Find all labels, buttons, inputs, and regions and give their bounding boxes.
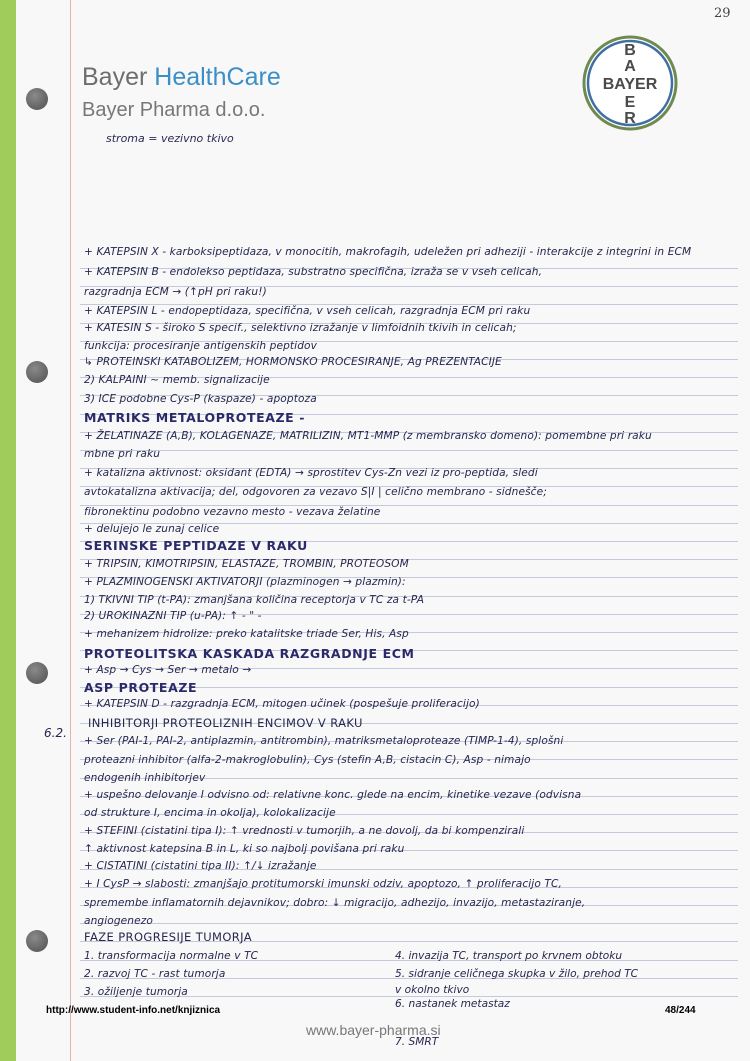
note-line: + STEFINI (cistatini tipa I): ↑ vrednosti v tumorjih, a ne dovolj, da bi kompenzirali: [84, 825, 525, 837]
note-line: + KATEPSIN D - razgradnja ECM, mitogen učinek (pospešuje proliferacijo): [84, 698, 480, 710]
section-margin-number: 6.2.: [44, 726, 67, 740]
note-line: angiogenezo: [84, 915, 153, 927]
note-line: 2. razvoj TC - rast tumorja: [84, 968, 226, 980]
section-heading: MATRIKS METALOPROTEAZE -: [84, 410, 306, 425]
note-line: + uspešno delovanje I odvisno od: relativne konc. glede na encim, kinetike vezave (odvisna: [84, 789, 582, 801]
brand-accent: HealthCare: [154, 63, 281, 91]
handwritten-note: stroma = vezivno tkivo: [106, 132, 234, 145]
section-heading: PROTEOLITSKA KASKADA RAZGRADNJE ECM: [84, 646, 415, 661]
note-line: razgradnja ECM → (↑pH pri raku!): [84, 286, 267, 298]
note-line: + KATEPSIN X - karboksipeptidaza, v monocitih, makrofagih, udeležen pri adheziji - interakcije z integrini in ECM: [84, 246, 692, 258]
note-line: 3) ICE podobne Cys-P (kaspaze) - apoptoza: [84, 393, 317, 405]
note-line: + mehanizem hidrolize: preko katalitske triade Ser, His, Asp: [84, 628, 409, 640]
note-line: fibronektinu podobno vezavno mesto - vezava želatine: [84, 506, 381, 518]
brand-main: Bayer: [82, 63, 155, 91]
note-line: 6. nastanek metastaz: [395, 998, 510, 1010]
note-line: + ŽELATINAZE (A,B), KOLAGENAZE, MATRILIZIN, MT1-MMP (z membransko domeno): pomembne pri raku: [84, 430, 652, 442]
note-line: mbne pri raku: [84, 448, 161, 460]
punch-hole: [26, 930, 48, 952]
bayer-logo: [580, 33, 680, 133]
note-line: + delujejo le zunaj celice: [84, 523, 220, 535]
note-line: + I CysP → slabosti: zmanjšajo protitumorski imunski odziv, apoptozo, ↑ proliferacijo TC,: [84, 878, 562, 890]
note-line: spremembe inflamatornih dejavnikov; dobro: ↓ migracijo, adhezijo, invazijo, metastaziranje,: [84, 897, 586, 909]
note-line: + TRIPSIN, KIMOTRIPSIN, ELASTAZE, TROMBIN, PROTEOSOM: [84, 558, 409, 570]
note-line: + KATESIN S - široko S specif., selektivno izražanje v limfoidnih tkivih in celicah;: [84, 322, 517, 334]
note-line: v okolno tkivo: [395, 984, 470, 996]
section-heading: SERINSKE PEPTIDAZE V RAKU: [84, 538, 308, 553]
note-line: ↳ PROTEINSKI KATABOLIZEM, HORMONSKO PROCESIRANJE, Ag PREZENTACIJE: [84, 356, 502, 368]
note-line: + Asp → Cys → Ser → metalo →: [84, 664, 252, 676]
section-heading: ASP PROTEAZE: [84, 680, 198, 695]
svg-text:BAYER: BAYER: [602, 76, 658, 93]
page-number: 29: [714, 6, 731, 21]
brand-subtitle: Bayer Pharma d.o.o.: [82, 99, 266, 121]
note-line: + KATEPSIN B - endolekso peptidaza, substratno specifična, izraža se v vseh celicah,: [84, 266, 543, 278]
punch-hole: [26, 88, 48, 110]
svg-text:E: E: [624, 94, 636, 111]
note-line: + PLAZMINOGENSKI AKTIVATORJI (plazminogen → plazmin):: [84, 576, 406, 588]
section-heading: FAZE PROGRESIJE TUMORJA: [84, 930, 253, 944]
ruled-line: [80, 450, 738, 451]
brand-title: [82, 63, 281, 92]
green-margin-strip: [0, 0, 16, 1061]
svg-text:B: B: [624, 42, 636, 59]
svg-text:R: R: [624, 110, 636, 127]
note-line: 2) KALPAINI ~ memb. signalizacije: [84, 374, 270, 386]
footer-website[interactable]: www.bayer-pharma.si: [306, 1022, 441, 1038]
note-line: + Ser (PAI-1, PAI-2, antiplazmin, antitrombin), matriksmetaloproteaze (TIMP-1-4), splošni: [84, 735, 564, 747]
note-line: proteazni inhibitor (alfa-2-makroglobulin), Cys (stefin A,B, cistacin C), Asp - nimajo: [84, 754, 531, 766]
note-line: 1. transformacija normalne v TC: [84, 950, 259, 962]
note-line: 1) TKIVNI TIP (t-PA): zmanjšana količina receptorja v TC za t-PA: [84, 594, 425, 606]
punch-hole: [26, 662, 48, 684]
note-line: + katalizna aktivnost: oksidant (EDTA) → sprostitev Cys-Zn vezi iz pro-peptida, sledi: [84, 467, 538, 479]
note-line: 5. sidranje celičnega skupka v žilo, prehod TC: [395, 968, 639, 980]
margin-line: [70, 0, 71, 1061]
note-line: funkcija: procesiranje antigenskih peptidov: [84, 340, 317, 352]
note-line: od strukture I, encima in okolja), kolokalizacije: [84, 807, 336, 819]
ruled-line: [80, 923, 738, 924]
note-line: 2) UROKINAZNI TIP (u-PA): ↑ - " -: [84, 610, 262, 622]
note-line: endogenih inhibitorjev: [84, 772, 206, 784]
svg-text:A: A: [624, 58, 636, 75]
note-line: 4. invazija TC, transport po krvnem obtoku: [395, 950, 623, 962]
punch-hole: [26, 361, 48, 383]
note-line: ↑ aktivnost katepsina B in L, ki so najbolj povišana pri raku: [84, 843, 405, 855]
note-line: avtokatalizna aktivacija; del, odgovoren za vezavo S|I | celično membrano - sidnešče;: [84, 486, 547, 498]
note-line: + KATEPSIN L - endopeptidaza, specifična, v vseh celicah, razgradnja ECM pri raku: [84, 305, 531, 317]
footer-page-count: 48/244: [665, 1005, 696, 1016]
note-line: 3. ožiljenje tumorja: [84, 986, 188, 998]
section-heading: INHIBITORJI PROTEOLIZNIH ENCIMOV V RAKU: [88, 716, 363, 730]
footer-link[interactable]: http://www.student-info.net/knjiznica: [46, 1005, 221, 1016]
note-line: 7. SMRT: [395, 1036, 439, 1048]
note-line: + CISTATINI (cistatini tipa II): ↑/↓ izražanje: [84, 860, 317, 872]
